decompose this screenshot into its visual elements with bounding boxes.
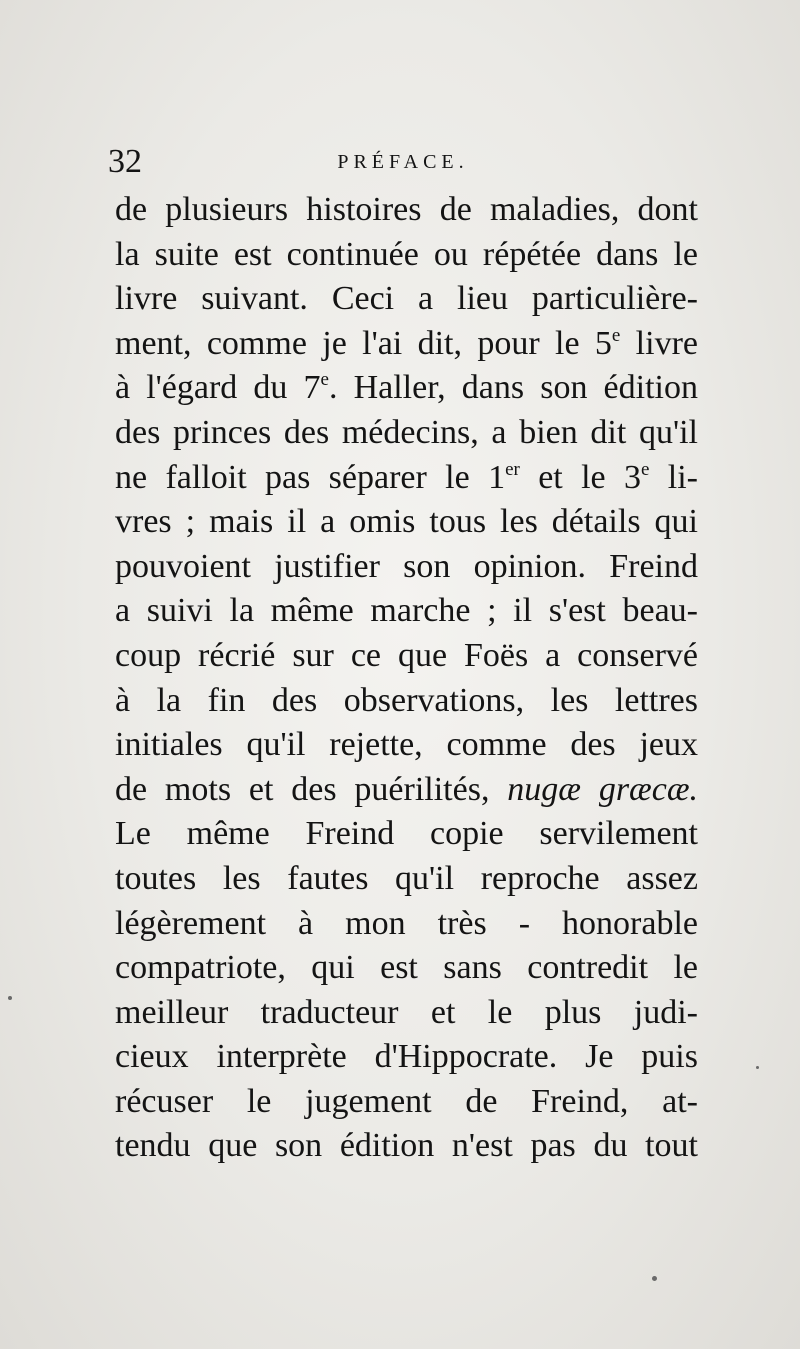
text-line	[115, 366, 698, 411]
text-segment: livre suivant. Ceci a lieu particulière-	[115, 280, 698, 318]
text-segment: tendu que son édition n'est pas du tout	[115, 1127, 698, 1165]
text-segment: à la fin des observations, les lettres	[115, 681, 698, 719]
text-line	[115, 233, 698, 278]
text-line	[115, 456, 698, 501]
text-segment: cieux interprète d'Hippocrate. Je puis	[115, 1038, 698, 1076]
text-line	[115, 946, 698, 991]
text-line	[115, 857, 698, 902]
text-segment: récuser le jugement de Freind, at-	[115, 1082, 698, 1120]
text-line	[115, 500, 698, 545]
text-segment: ne falloit pas séparer le 1	[115, 458, 506, 496]
ink-speck	[652, 1276, 657, 1281]
text-line	[115, 634, 698, 679]
text-segment: vres ; mais il a omis tous les détails qui	[115, 503, 698, 541]
text-segment: et le 3	[519, 458, 641, 496]
text-segment: des princes des médecins, a bien dit qu'il	[115, 413, 698, 451]
text-line	[115, 902, 698, 947]
text-segment: . Haller, dans son édition	[328, 369, 698, 407]
ink-speck	[756, 1066, 759, 1069]
text-line	[115, 812, 698, 857]
italic-phrase: nugæ græcæ.	[507, 770, 698, 808]
superscript: e	[641, 458, 650, 480]
text-segment: a suivi la même marche ; il s'est beau-	[115, 592, 698, 630]
superscript: e	[611, 324, 621, 346]
text-line	[115, 991, 698, 1036]
text-segment: toutes les fautes qu'il reproche assez	[115, 859, 698, 897]
text-segment: compatriote, qui est sans contredit le	[115, 949, 698, 987]
text-segment: la suite est continuée ou répétée dans le	[115, 235, 698, 273]
page-header	[108, 140, 698, 184]
text-segment: ment, comme je l'ai dit, pour le 5	[115, 324, 612, 362]
text-line	[115, 545, 698, 590]
text-segment: Le même Freind copie servilement	[115, 815, 698, 853]
text-segment: initiales qu'il rejette, comme des jeux	[115, 726, 698, 764]
text-line	[115, 1124, 698, 1169]
superscript: er	[505, 458, 520, 480]
text-segment: coup récrié sur ce que Foës a conservé	[115, 636, 698, 674]
text-line	[115, 188, 698, 233]
page-number: 32	[108, 143, 142, 180]
text-line	[115, 679, 698, 724]
text-line	[115, 322, 698, 367]
text-line	[115, 411, 698, 456]
text-line	[115, 723, 698, 768]
running-head: PRÉFACE.	[337, 151, 469, 173]
text-segment: livre	[620, 324, 698, 362]
text-segment: à l'égard du 7	[115, 369, 321, 407]
text-line	[115, 1035, 698, 1080]
text-line	[115, 277, 698, 322]
text-segment: pouvoient justifier son opinion. Freind	[115, 547, 698, 585]
ink-speck	[8, 996, 12, 1000]
text-segment: légèrement à mon très - honorable	[115, 904, 698, 942]
text-segment: li-	[649, 458, 699, 496]
superscript: e	[320, 369, 329, 391]
text-line	[115, 768, 698, 813]
text-line	[115, 1080, 698, 1125]
body-text	[115, 188, 698, 1169]
text-line	[115, 589, 698, 634]
text-segment: meilleur traducteur et le plus judi-	[115, 993, 698, 1031]
text-segment: de mots et des puérilités,	[115, 770, 508, 808]
text-segment: de plusieurs histoires de maladies, dont	[115, 191, 698, 228]
